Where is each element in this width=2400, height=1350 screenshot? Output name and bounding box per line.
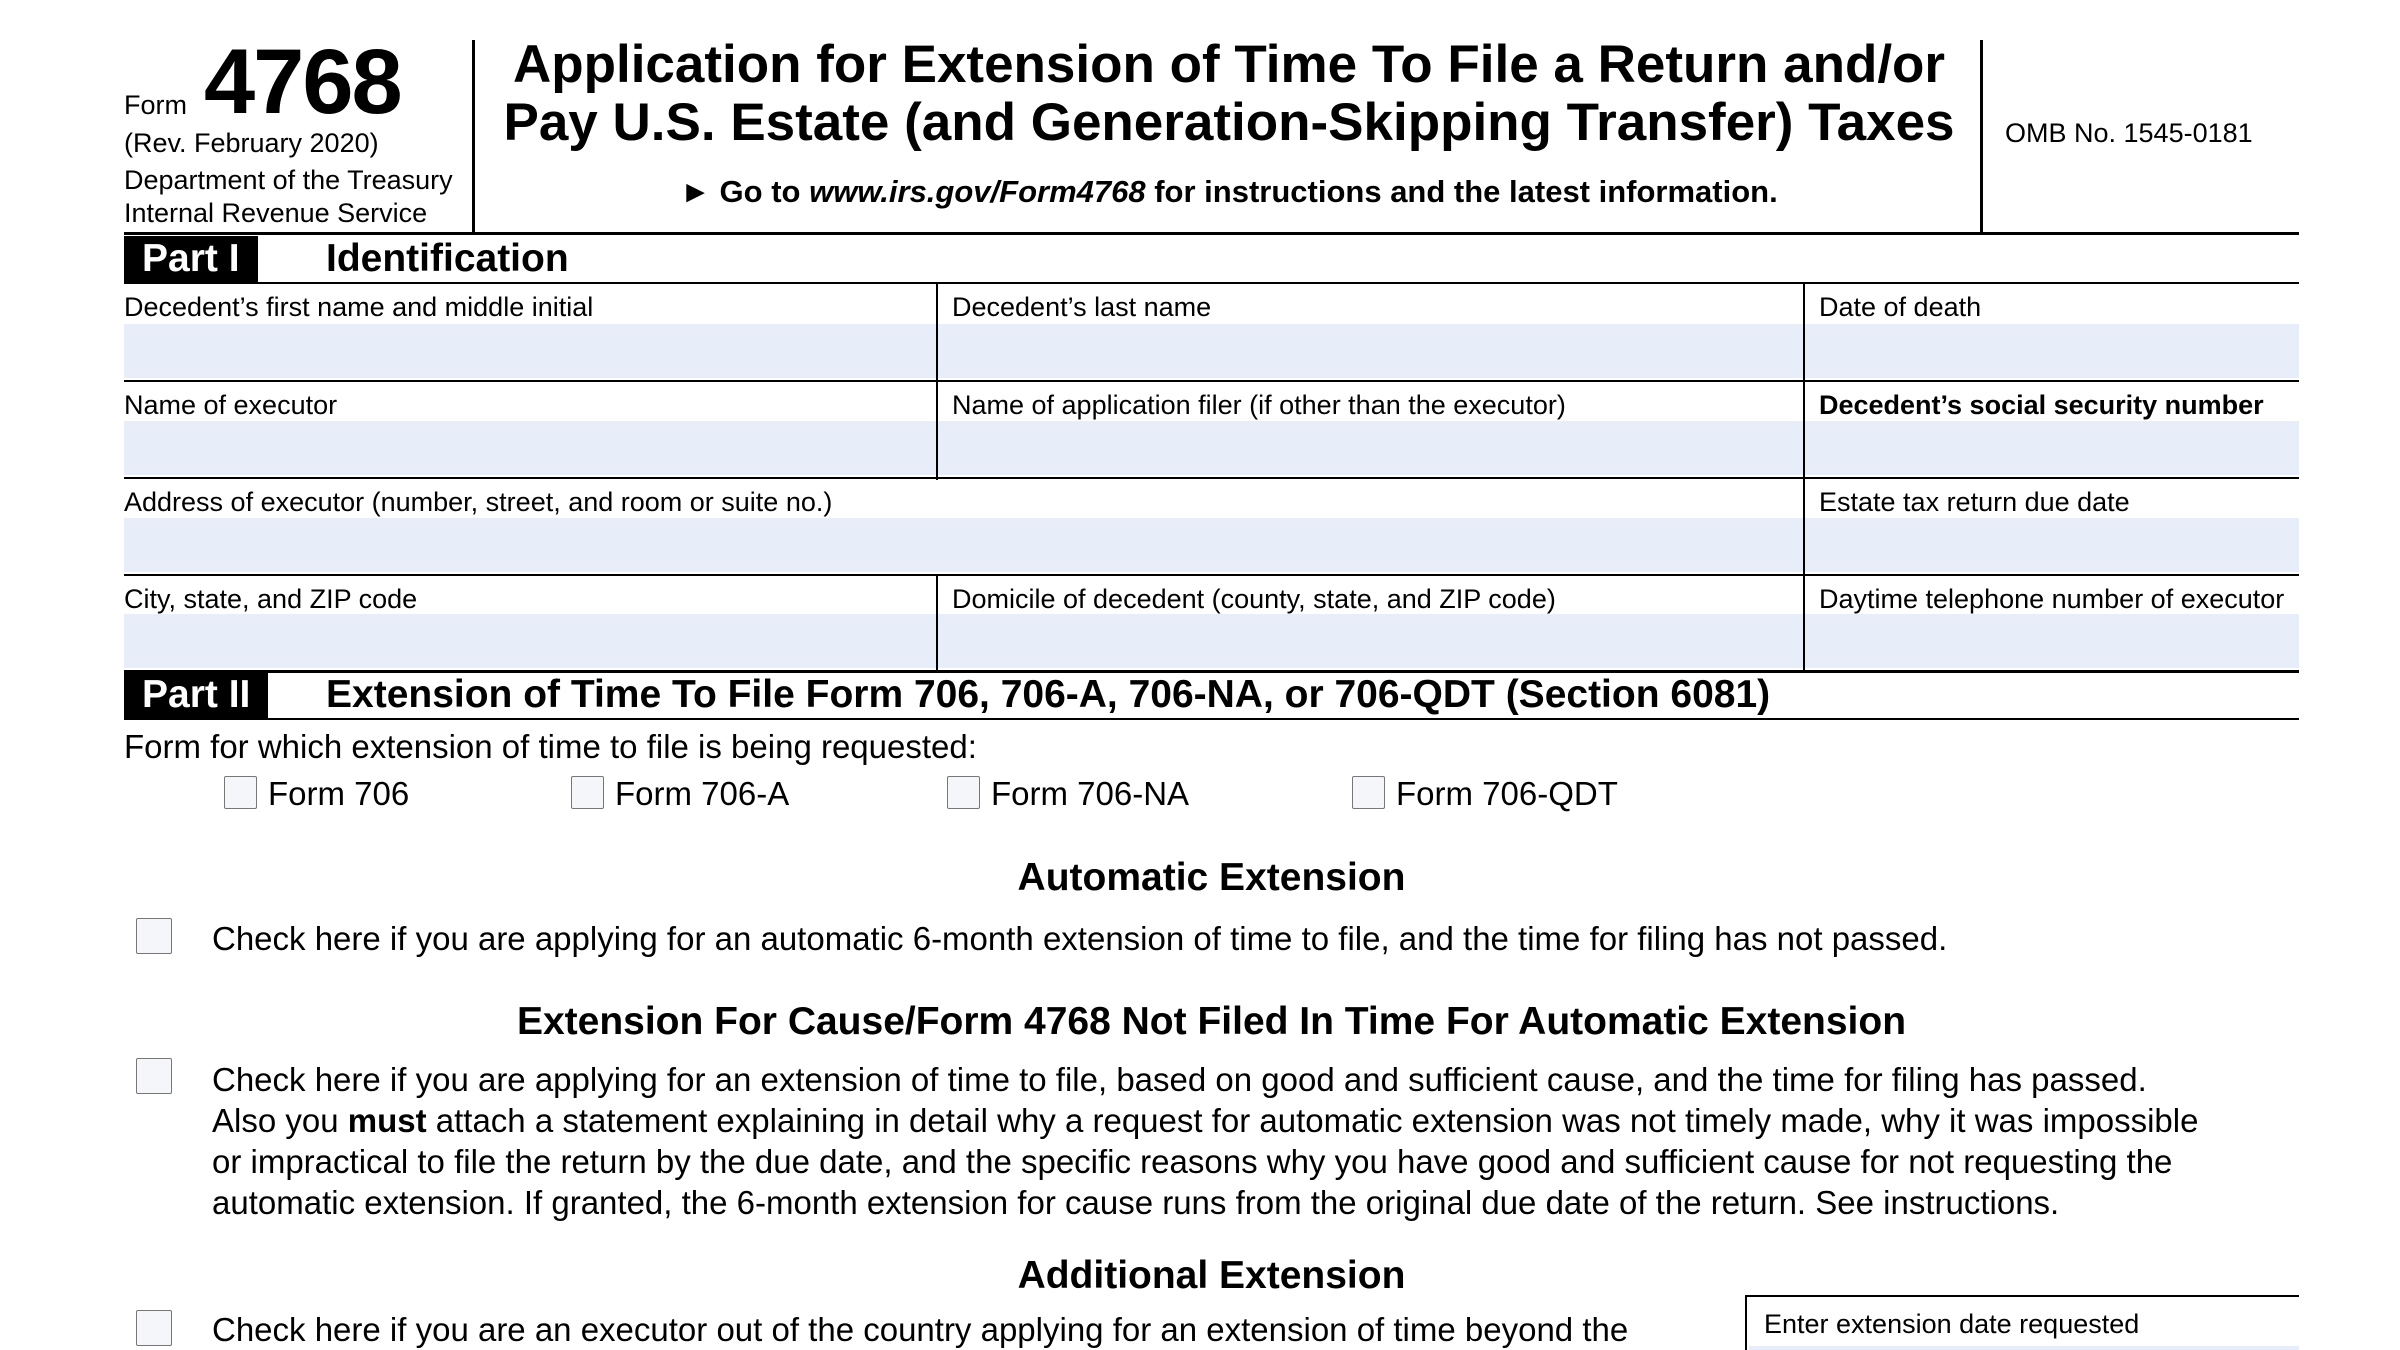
date-of-death-label: Date of death [1819,292,1982,322]
irs-url-link[interactable]: www.irs.gov/Form4768 [809,174,1146,209]
domicile-label: Domicile of decedent (county, state, and ZIP code) [952,584,1556,614]
extension-date-input[interactable] [1749,1346,2299,1350]
form-706qdt-label: Form 706-QDT [1396,775,1618,812]
col-divider-1a [936,284,938,480]
cause-extension-checkbox[interactable] [136,1058,172,1094]
ssn-cell [1805,382,2299,477]
first-name-input[interactable] [124,324,936,378]
automatic-extension-heading: Automatic Extension [1017,856,1406,899]
due-date-cell [1805,479,2299,574]
additional-extension-checkbox[interactable] [136,1310,172,1346]
form-706na-label: Form 706-NA [991,775,1190,812]
form-word: Form [124,90,187,120]
cause-line-2 [212,1100,2299,1141]
filer-name-input[interactable] [938,421,1803,475]
domicile-input[interactable] [938,614,1803,668]
instructions-link-line [474,174,1984,210]
col-divider-2 [1803,284,1805,670]
form-question: Form for which extension of time to file is being requested: [124,728,977,765]
header-divider-right [1980,40,1983,232]
part2-tag: Part II [124,672,268,718]
ssn-input[interactable] [1805,421,2299,475]
cause-line-3: or impractical to file the return by the due date, and the specific reasons why you have good and sufficient cause for not requesting the [212,1143,2173,1180]
part2-rule [124,718,2299,720]
last-name-cell [938,284,1803,380]
form-706na-checkbox[interactable] [947,776,980,809]
executor-address-label: Address of executor (number, street, and room or suite no.) [124,487,833,517]
cause-line-1: Check here if you are applying for an extension of time to file, based on good and sufficient cause, and the time for filing has passed. [212,1061,2147,1098]
phone-label: Daytime telephone number of executor [1819,584,2285,614]
automatic-extension-text: Check here if you are applying for an automatic 6-month extension of time to file, and the time for filing has not passed. [212,920,1948,957]
cause-must-emphasis: must [347,1102,427,1139]
last-name-label: Decedent’s last name [952,292,1212,322]
city-state-zip-input[interactable] [124,614,936,668]
part1-tag: Part I [124,236,258,282]
part1-title: Identification [326,237,569,280]
automatic-extension-checkbox[interactable] [136,918,172,954]
cause-line-2-suffix: attach a statement explaining in detail why a request for automatic extension was not timely made, why it was impossible [426,1102,2199,1139]
omb-number: OMB No. 1545-0181 [2005,118,2253,148]
cause-line-4: automatic extension. If granted, the 6-month extension for cause runs from the original due date of the return. See instructions. [212,1184,2060,1221]
phone-input[interactable] [1805,614,2299,668]
goto-suffix: for instructions and the latest information. [1145,174,1778,209]
ssn-label: Decedent’s social security number [1819,390,2264,420]
cause-line-2-prefix: Also you [212,1102,348,1139]
form-706-checkbox[interactable] [224,776,257,809]
filer-name-label: Name of application filer (if other than the executor) [952,390,1566,420]
department-line-1: Department of the Treasury [124,165,453,195]
department-line-2: Internal Revenue Service [124,198,428,228]
form-706qdt-checkbox[interactable] [1352,776,1385,809]
col-divider-1b [936,576,938,670]
form-title [474,36,1984,152]
form-706a-label: Form 706-A [615,775,790,812]
form-title-line-1: Application for Extension of Time To File a Return and/or [512,35,1946,94]
last-name-input[interactable] [938,324,1803,378]
goto-prefix: ► Go to [680,174,810,209]
executor-name-label: Name of executor [124,390,338,420]
executor-name-cell [124,382,936,477]
additional-extension-heading: Additional Extension [1017,1254,1406,1297]
header-bottom-rule [124,232,2299,235]
extension-date-box[interactable] [1745,1295,2299,1350]
phone-cell [1805,576,2299,670]
cause-extension-text [212,1059,2299,1223]
additional-extension-text: Check here if you are an executor out of the country applying for an extension of time beyond the [212,1311,1629,1348]
cause-extension-heading: Extension For Cause/Form 4768 Not Filed In Time For Automatic Extension [516,1000,1907,1043]
due-date-label: Estate tax return due date [1819,487,2130,517]
department-block [124,164,453,230]
filer-name-cell [938,382,1803,477]
date-of-death-input[interactable] [1805,324,2299,378]
domicile-cell [938,576,1803,670]
city-state-zip-label: City, state, and ZIP code [124,584,418,614]
form-number: 4768 [204,31,401,133]
form-id-block [124,31,474,228]
form-revision: (Rev. February 2020) [124,128,379,158]
date-of-death-cell [1805,284,2299,380]
extension-date-label: Enter extension date requested [1764,1309,2140,1339]
executor-address-cell [124,479,1803,574]
form-706a-checkbox[interactable] [571,776,604,809]
first-name-cell [124,284,936,380]
due-date-input[interactable] [1805,518,2299,572]
executor-address-input[interactable] [124,518,1803,572]
city-state-zip-cell [124,576,936,670]
part2-title: Extension of Time To File Form 706, 706-A, 706-NA, or 706-QDT (Section 6081) [326,673,1771,716]
first-name-label: Decedent’s first name and middle initial [124,292,594,322]
form-title-line-2: Pay U.S. Estate (and Generation-Skipping Transfer) Taxes [503,93,1955,152]
form-706-label: Form 706 [268,775,410,812]
executor-name-input[interactable] [124,421,936,475]
